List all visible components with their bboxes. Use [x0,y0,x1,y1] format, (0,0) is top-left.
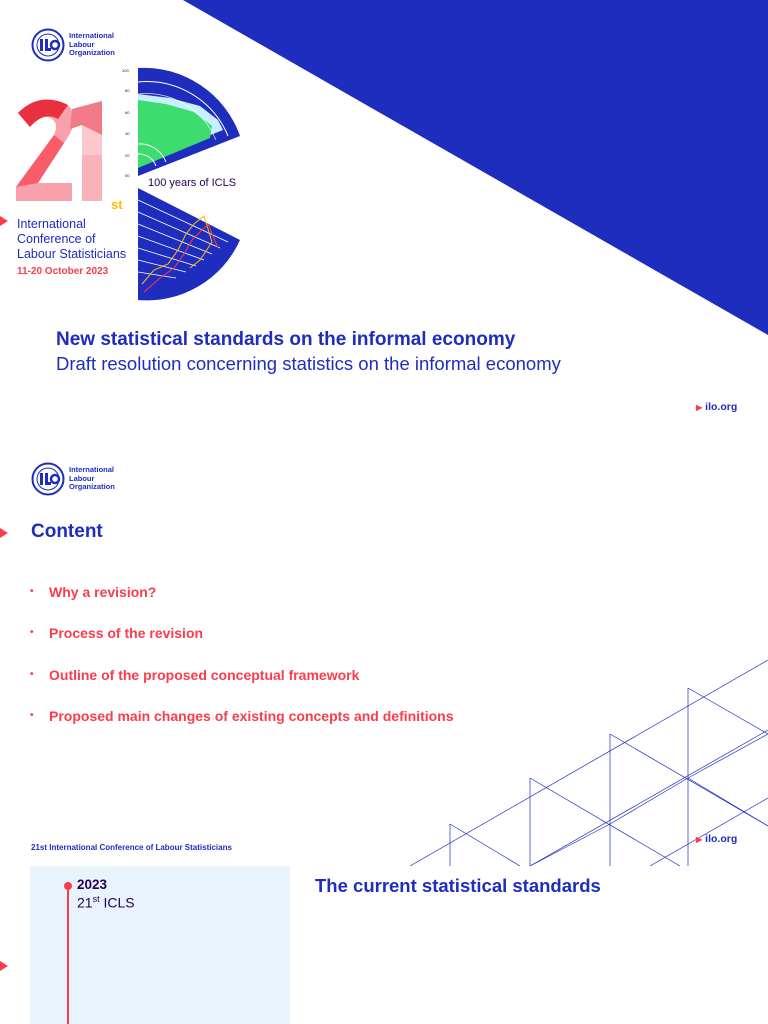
title-slide [0,0,768,432]
list-item-text: Why a revision? [49,584,157,600]
timeline-event [77,894,135,911]
conference-name [17,217,126,262]
lower-fan [138,188,240,300]
ilo-website-link[interactable] [696,401,737,413]
list-item [30,667,454,708]
ilo-name-line: Labour [69,473,95,483]
ilo-logo [31,28,115,62]
timeline-marker [64,882,72,890]
deck-title: New statistical standards on the informal economy [56,329,516,350]
slide-footer: 21st International Conference of Labour Statisticians [31,843,232,852]
ilo-website-text: ilo.org [705,833,738,845]
conference-dates: 11-20 October 2023 [17,266,109,277]
list-item-text: Proposed main changes of existing concepts and definitions [49,707,454,724]
bullet-icon: • [30,668,34,680]
content-list [30,584,454,749]
ilo-name-line: International [69,31,115,41]
axis-tick: 40 [125,131,130,136]
ilo-name-line: International [69,465,115,475]
list-item-text: Outline of the proposed conceptual framework [49,666,360,683]
bullet-icon: • [30,627,34,639]
ilo-name-line: Labour [69,39,95,49]
axis-tick: 80 [125,88,130,93]
ilo-emblem-icon [31,462,65,496]
bullet-icon: • [30,709,34,721]
axis-tick: 20 [125,153,130,158]
axis-tick: 100 [122,68,129,73]
ilo-name-line: Organization [69,482,115,492]
ilo-emblem-icon [31,28,65,62]
list-item [30,708,454,749]
upper-fan [122,68,240,178]
content-heading: Content [31,521,103,542]
list-item [30,584,454,625]
list-item [30,625,454,666]
deck-subtitle: Draft resolution concerning statistics on the informal economy [56,353,561,374]
content-slide [0,434,768,866]
ilo-website-text: ilo.org [705,401,738,413]
timeline-panel [30,866,290,1024]
conference-name-line: Conference of [17,232,96,246]
timeline-line [67,888,69,1024]
centenary-label: 100 years of ICLS [148,177,237,189]
timeline-event-number: 21 [77,894,93,911]
axis-tick: 00 [125,173,130,178]
triangle-right-icon: ▶ [696,835,703,844]
timeline-year: 2023 [77,877,108,892]
ilo-website-link[interactable] [696,833,737,845]
ilo-name-line: Organization [69,48,115,58]
bullet-icon: • [30,586,34,597]
conference-name-line: International [17,217,86,231]
ilo-name [69,466,115,492]
red-pointer-icon [0,216,8,226]
ilo-logo [31,462,115,496]
triangle-right-icon: ▶ [696,403,703,412]
timeline-event-name: ICLS [99,894,135,911]
ilo-name [69,32,115,58]
slide-title: The current statistical standards [315,875,601,896]
list-item-text: Process of the revision [49,625,204,642]
red-pointer-icon [0,961,8,971]
ordinal-suffix: st [111,197,123,212]
conference-name-line: Labour Statisticians [17,247,127,261]
timeline-event-suffix: st [92,894,100,904]
axis-tick: 60 [125,110,130,115]
red-pointer-icon [0,528,8,538]
standards-slide [0,866,768,1024]
